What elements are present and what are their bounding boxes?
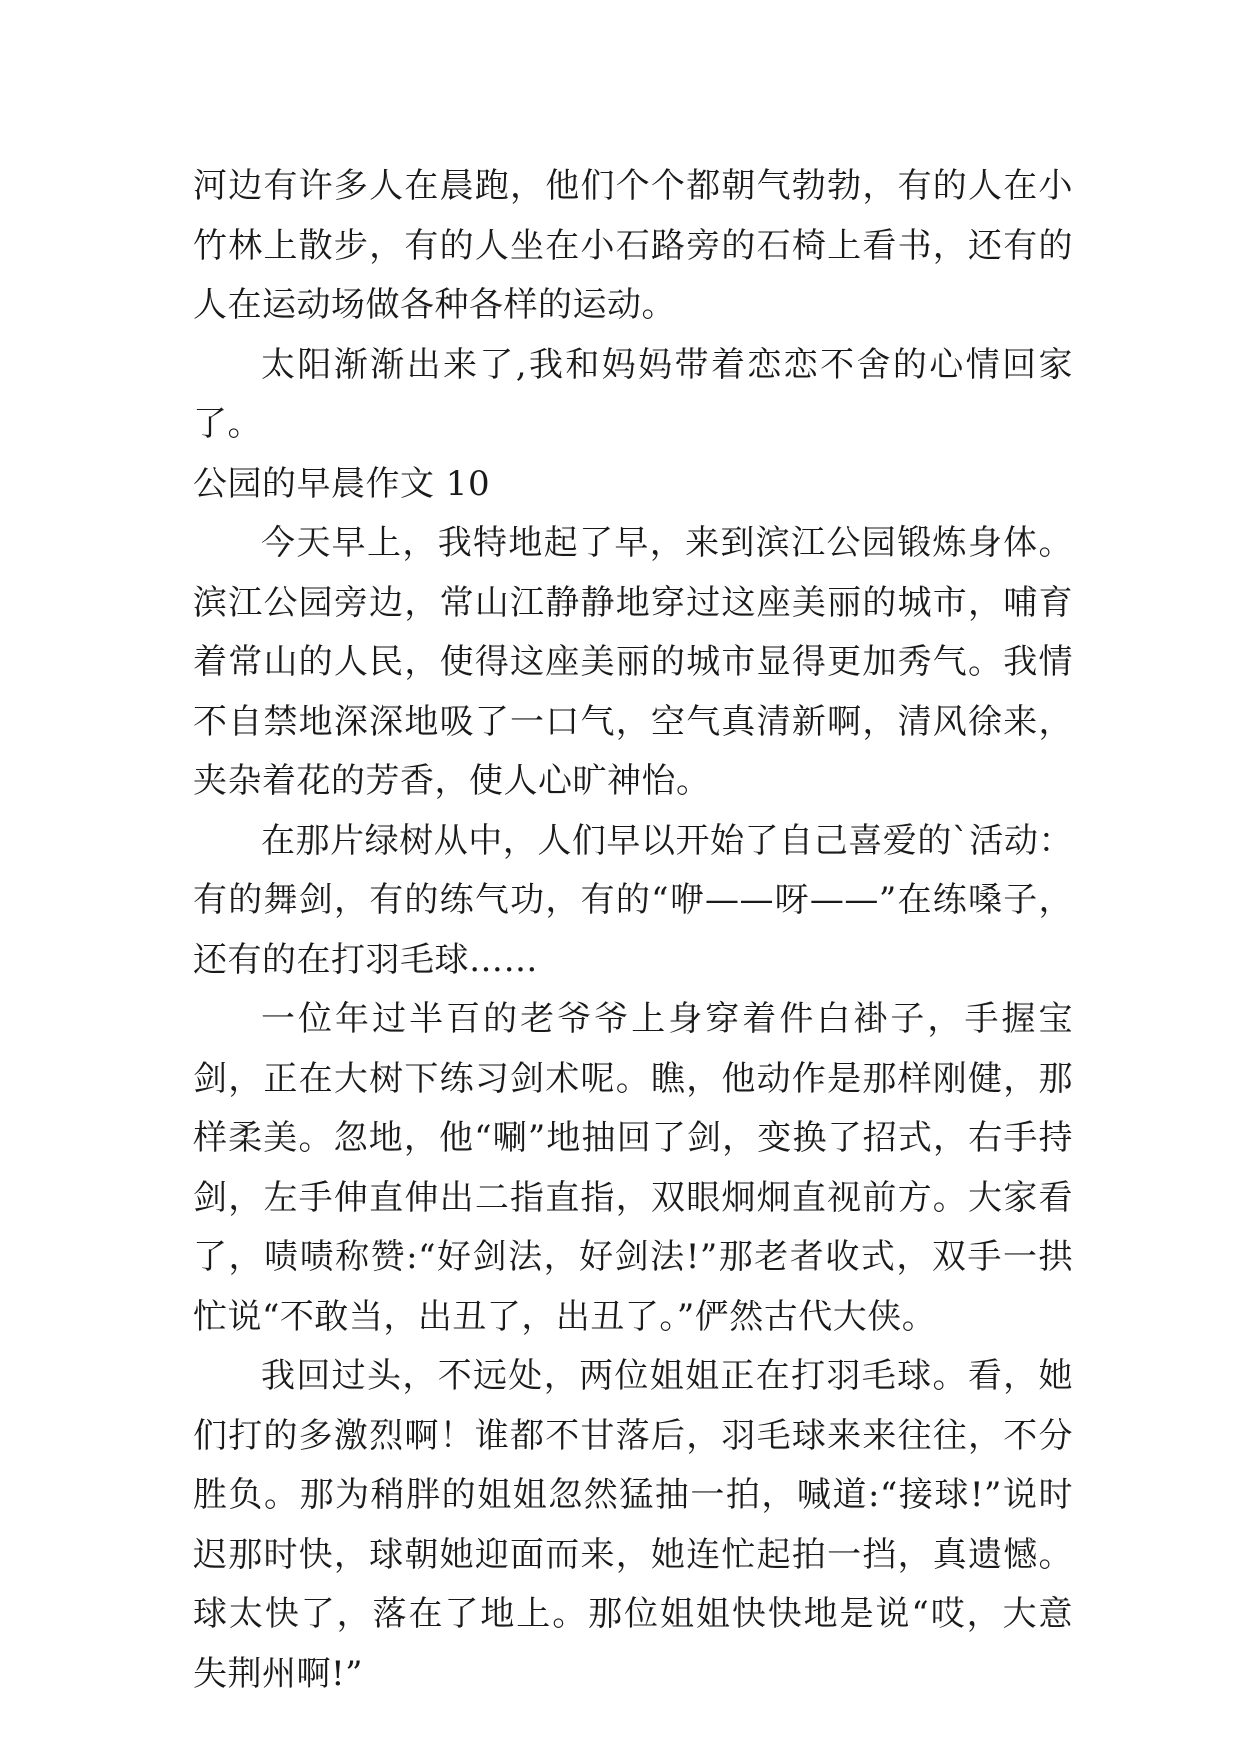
paragraph: 太阳渐渐出来了,我和妈妈带着恋恋不舍的心情回家了。 bbox=[193, 344, 1073, 444]
paragraph: 在那片绿树从中，人们早以开始了自己喜爱的`活动：有的舞剑，有的练气功，有的“咿——呀——”在练嗓子，还有的在打羽毛球…… bbox=[193, 820, 1073, 980]
paragraph-continuation: 河边有许多人在晨跑，他们个个都朝气勃勃，有的人在小竹林上散步，有的人坐在小石路旁的石椅上看书，还有的人在运动场做各种各样的运动。 bbox=[193, 166, 1073, 325]
paragraph: 今天早上，我特地起了早，来到滨江公园锻炼身体。滨江公园旁边，常山江静静地穿过这座美丽的城市，哺育着常山的人民，使得这座美丽的城市显得更加秀气。我情不自禁地深深地吸了一口气，空气真清新啊，清风徐来，夹杂着花的芳香，使人心旷神怡。 bbox=[193, 523, 1073, 801]
paragraph: 一位年过半百的老爷爷上身穿着件白褂子，手握宝剑，正在大树下练习剑术呢。瞧，他动作是那样刚健，那样柔美。忽地，他“唰”地抽回了剑，变换了招式，右手持剑，左手伸直伸出二指直指，双眼炯炯直视前方。大家看了，啧啧称赞:“好剑法，好剑法!”那老者收式，双手一拱忙说“不敢当，出丑了，出丑了。”俨然古代大侠。 bbox=[193, 999, 1073, 1337]
section-heading: 公园的早晨作文 10 bbox=[193, 463, 491, 504]
document-body bbox=[193, 157, 1073, 1704]
paragraph: 我回过头，不远处，两位姐姐正在打羽毛球。看，她们打的多激烈啊！谁都不甘落后，羽毛球来来往往，不分胜负。那为稍胖的姐姐忽然猛抽一拍，喊道:“接球!”说时迟那时快，球朝她迎面而来，她连忙起拍一挡，真遗憾。球太快了，落在了地上。那位姐姐快快地是说“哎，大意失荆州啊!” bbox=[193, 1356, 1073, 1694]
